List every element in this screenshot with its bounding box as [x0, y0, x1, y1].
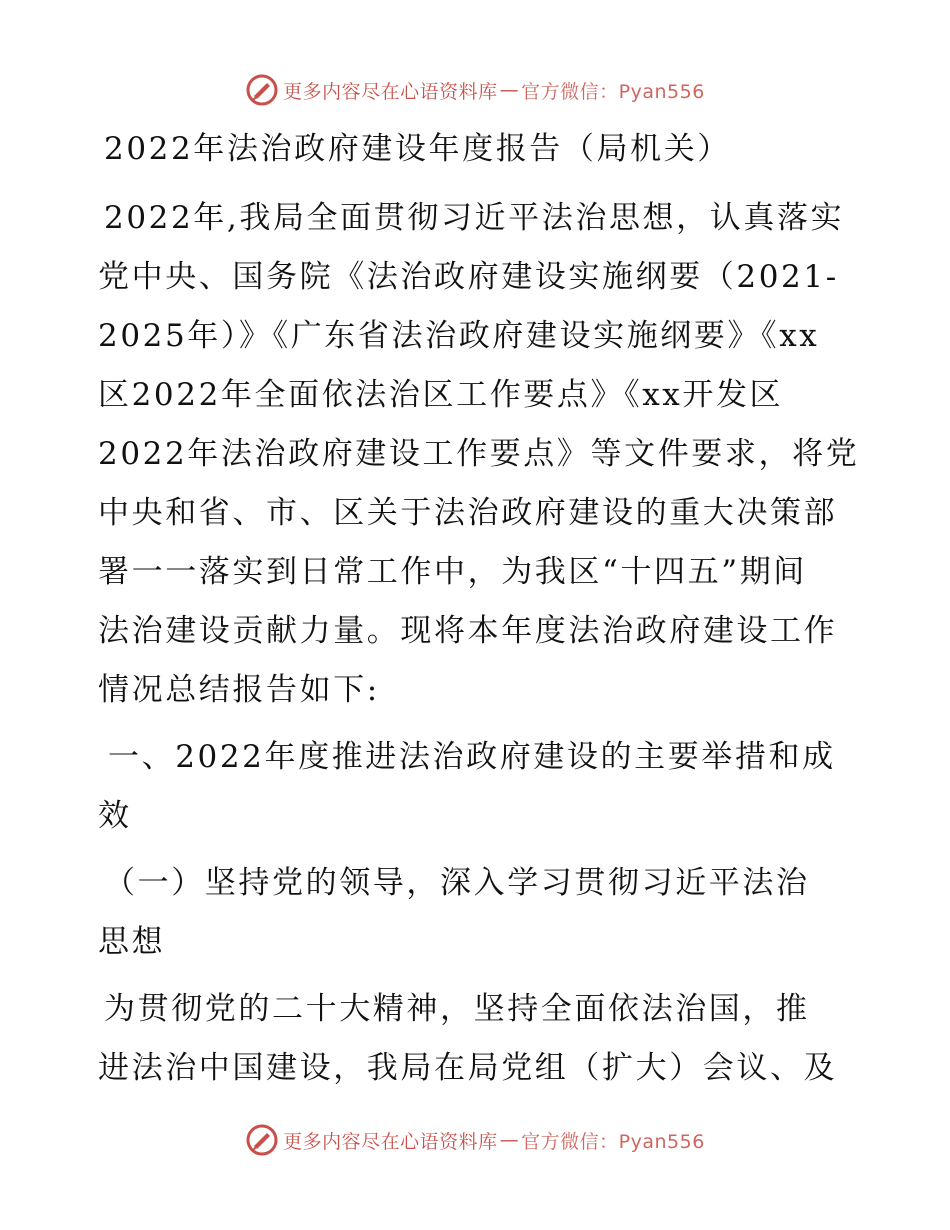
watermark-site-text: 更多内容尽在心语资料库: [283, 80, 498, 103]
watermark-contact-text: 官方微信：Pyan556: [521, 80, 705, 103]
heading-line: （一）坚持党的领导，深入学习贯彻习近平法治: [104, 865, 810, 901]
paragraph-line: 党中央、国务院《法治政府建设实施纲要（2021-: [98, 259, 839, 295]
watermark-separator: —: [499, 1129, 520, 1151]
section-heading-2: [98, 854, 858, 972]
paragraph-line: 2022年法治政府建设工作要点》等文件要求，将党: [98, 436, 860, 472]
watermark-separator: —: [499, 79, 520, 101]
document-title: 2022年法治政府建设年度报告（局机关）: [104, 131, 731, 167]
paragraph-line: 进法治中国建设，我局在局党组（扩大）会议、及: [98, 1050, 838, 1086]
brand-logo-icon: [245, 1123, 279, 1157]
heading-line: 思想: [98, 924, 166, 960]
paragraph-line: 区2022年全面依法治区工作要点》《xx开发区: [98, 377, 784, 413]
paragraph-line: 为贯彻党的二十大精神，坚持全面依法治国，推: [104, 991, 810, 1027]
heading-line: 效: [98, 798, 132, 834]
paragraph-line: 2022年,我局全面贯彻习近平法治思想，认真落实: [104, 200, 845, 236]
watermark-contact-text: 官方微信：Pyan556: [521, 1130, 705, 1153]
document-body: [98, 120, 858, 1098]
paragraph-intro: [98, 189, 858, 720]
brand-logo-icon: [245, 73, 279, 107]
section-heading-1: [98, 728, 858, 846]
paragraph-line: 署一一落实到日常工作中，为我区“十四五”期间: [98, 554, 807, 590]
header-watermark: [0, 70, 950, 110]
watermark-site-text: 更多内容尽在心语资料库: [283, 1130, 498, 1153]
paragraph-line: 情况总结报告如下:: [98, 672, 380, 708]
paragraph-line: 法治建设贡献力量。现将本年度法治政府建设工作: [98, 613, 838, 649]
paragraph-line: 中央和省、市、区关于法治政府建设的重大决策部: [98, 495, 838, 531]
paragraph-line: 2025年）》《广东省法治政府建设实施纲要》《xx: [98, 318, 820, 354]
footer-watermark: [0, 1120, 950, 1160]
heading-line: 一、2022年度推进法治政府建设的主要举措和成: [108, 739, 836, 775]
paragraph-party-spirit: [98, 980, 858, 1098]
